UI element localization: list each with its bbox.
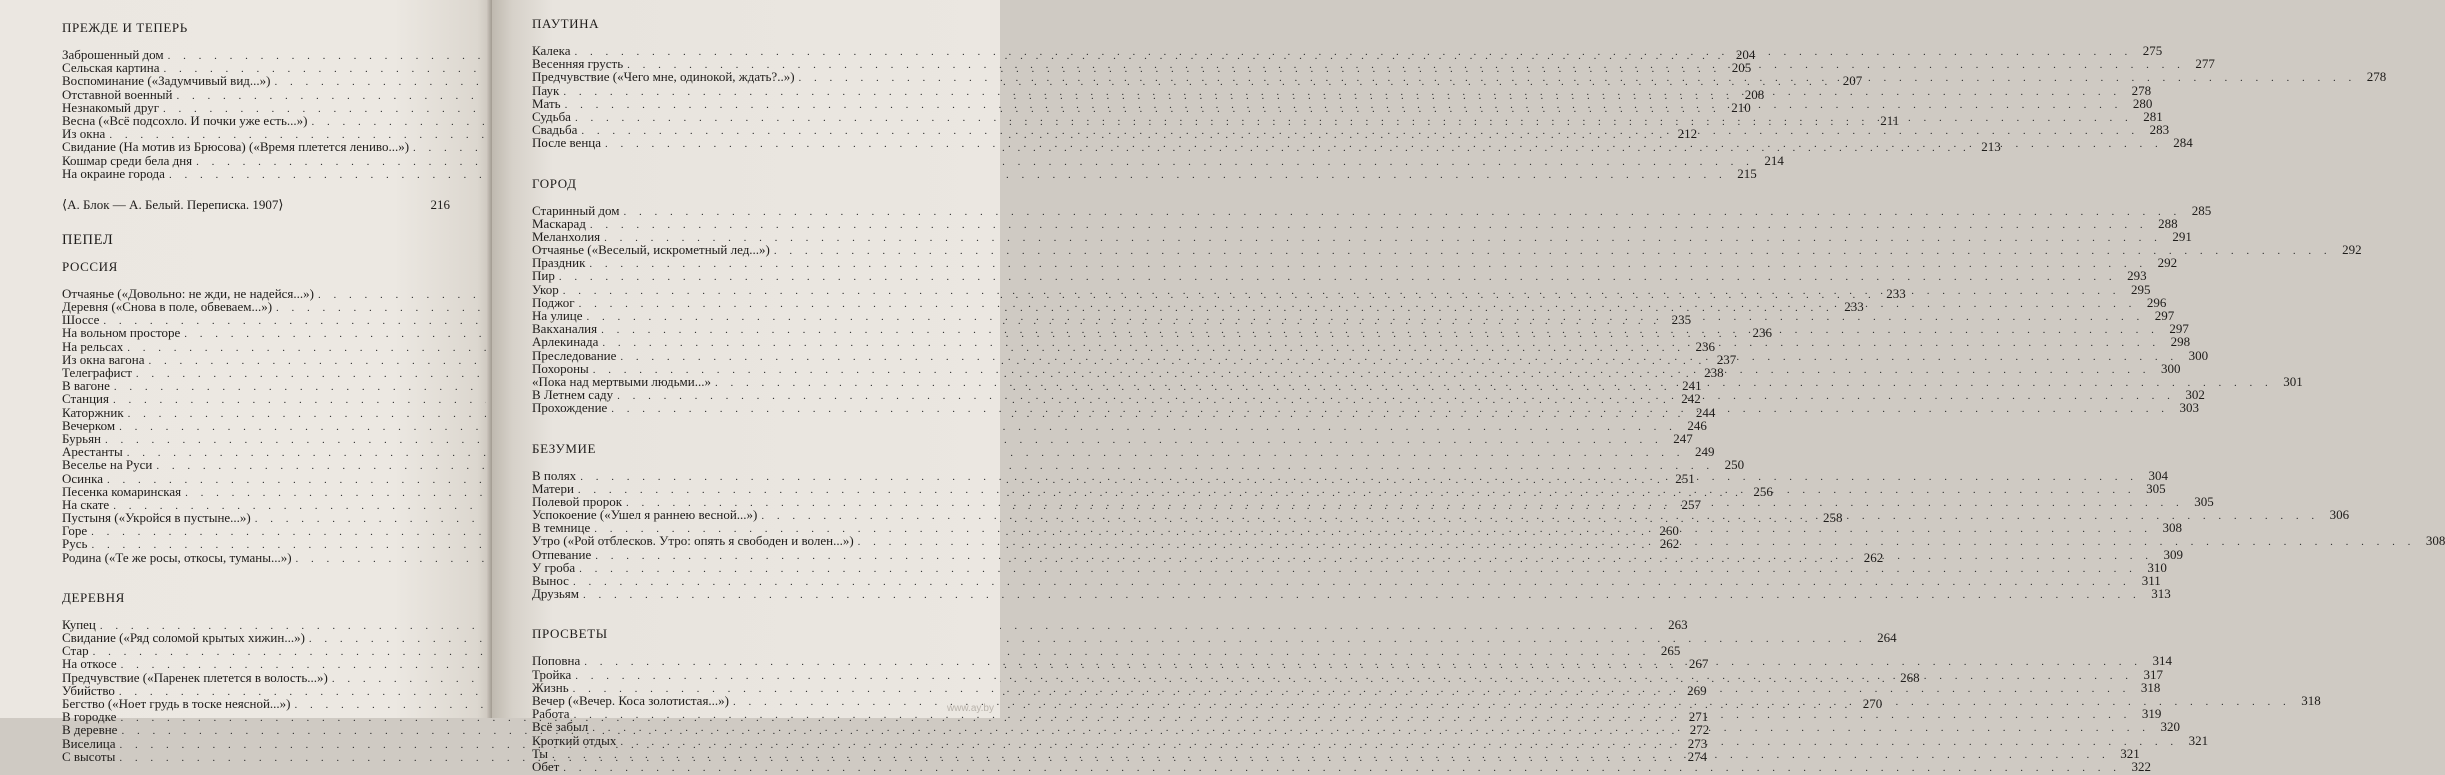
entry-page-number: 278 — [2131, 82, 2152, 98]
entry-title: Бурьян — [62, 430, 102, 446]
toc-entry — [532, 202, 2212, 218]
note-entry — [62, 198, 450, 212]
entry-title: Паук — [532, 82, 560, 98]
entry-page-number: 314 — [2152, 653, 2172, 669]
entry-page-number: 317 — [2143, 666, 2164, 682]
dot-leader — [592, 722, 2150, 738]
entry-page-number: 291 — [2172, 228, 2192, 244]
entry-page-number: 267 — [1688, 656, 1709, 672]
dot-leader — [601, 324, 2159, 341]
entry-title: «Пока над мертвыми людьми...» — [532, 373, 711, 389]
entry-title: Виселица — [62, 735, 116, 751]
entry-page-number: 263 — [1668, 616, 1688, 632]
dot-leader — [579, 563, 2137, 576]
toc-entry — [532, 586, 2171, 602]
entry-title: Русь — [62, 536, 88, 552]
entry-page-number: 258 — [1823, 510, 1843, 526]
toc-entry — [62, 643, 1681, 659]
entry-page-number: 292 — [2157, 255, 2178, 271]
section-title: ДЕРЕВНЯ — [62, 589, 125, 605]
entry-title: Судьба — [532, 108, 571, 124]
entry-title: Воспоминание («Задумчивый вид...») — [62, 73, 271, 89]
entry-title: Друзьям — [532, 586, 579, 602]
entry-title: Свидание («Ряд соломой крытых хижин...») — [62, 630, 305, 645]
entry-page-number: 304 — [2148, 467, 2168, 483]
dot-leader — [620, 351, 2178, 367]
entry-page-number: 305 — [2194, 493, 2214, 509]
entry-title: Вечерком — [62, 417, 116, 433]
entry-page-number: 260 — [1659, 523, 1679, 539]
entry-title: Всё забыл — [532, 719, 589, 735]
dot-leader — [602, 337, 2160, 350]
entry-page-number: 313 — [2151, 586, 2171, 602]
dot-leader — [624, 206, 2182, 219]
entry-page-number: 300 — [2161, 360, 2181, 376]
dot-leader — [578, 484, 2136, 497]
entry-page-number: 271 — [1688, 709, 1709, 725]
entry-page-number: 275 — [2142, 43, 2163, 58]
entry-page-number: 318 — [2301, 692, 2321, 708]
entry-title: На улице — [532, 308, 583, 323]
entry-page-number: 246 — [1687, 417, 1707, 433]
entry-page-number: 274 — [1687, 748, 1708, 764]
section-title: РОССИЯ — [62, 258, 118, 274]
dot-leader — [575, 112, 2133, 128]
entry-title: Горе — [62, 523, 88, 539]
entry-page-number: 250 — [1724, 457, 1745, 473]
entry-page-number: 277 — [2195, 56, 2215, 72]
entry-title: Пир — [532, 268, 555, 284]
entry-title: Укор — [532, 281, 559, 297]
entry-page-number: 272 — [1689, 722, 1710, 738]
entry-page-number: 210 — [1731, 99, 1751, 115]
entry-page-number: 268 — [1900, 669, 1920, 685]
dot-leader — [604, 232, 2162, 245]
dot-leader — [590, 219, 2148, 232]
entry-title: Незнакомый друг — [62, 99, 160, 115]
entry-title: Обет — [532, 758, 560, 774]
dot-leader — [715, 377, 2273, 394]
entry-page-number: 236 — [1752, 325, 1772, 341]
toc-entry — [532, 215, 2178, 231]
entry-title: Пустыня («Укройся в пустыне...») — [62, 510, 251, 526]
entry-title: На вольном просторе — [62, 325, 181, 341]
entry-page-number: 301 — [2283, 373, 2303, 389]
toc-entry — [62, 152, 1784, 168]
entry-title: Бегство («Ноет грудь в тоске неясной...») — [62, 695, 291, 711]
entry-page-number: 319 — [2141, 706, 2162, 722]
entry-title: Предчувствие («Паренек плетется в волость...») — [62, 669, 328, 685]
entry-page-number: 233 — [1844, 299, 1864, 315]
entry-page-number: 303 — [2179, 400, 2200, 416]
entry-title: В деревне — [62, 722, 118, 738]
entry-title: Матери — [532, 480, 574, 496]
dot-leader — [563, 86, 2121, 102]
entry-title: Арлекинада — [532, 334, 599, 350]
dot-leader — [552, 749, 2110, 762]
dot-leader — [587, 311, 2145, 328]
entry-title: Утро («Рой отблесков. Утро: опять я свободен и волен...») — [532, 533, 854, 549]
entry-title: Предчувствие («Чего мне, одинокой, ждать?..») — [532, 69, 795, 85]
entry-page-number: 281 — [2143, 108, 2163, 124]
entry-title: Мать — [532, 95, 561, 111]
entry-title: Поповна — [532, 653, 581, 669]
entry-page-number: 256 — [1753, 483, 1773, 499]
toc-entry — [62, 457, 1745, 473]
entry-page-number: 278 — [2366, 69, 2387, 85]
entry-page-number: 213 — [1981, 139, 2001, 155]
note-text: ⟨А. Блок — А. Белый. Переписка. 1907⟩ — [62, 196, 284, 212]
entry-page-number: 300 — [2188, 347, 2209, 363]
entry-page-number: 265 — [1660, 643, 1681, 659]
entry-title: Весенняя грусть — [532, 56, 624, 72]
entry-title: Веселье на Руси — [62, 457, 153, 473]
toc-entry — [532, 255, 2178, 271]
entry-page-number: 288 — [2158, 215, 2178, 231]
entry-page-number: 298 — [2170, 334, 2191, 350]
entry-page-number: 207 — [1842, 73, 1863, 89]
dot-leader — [581, 125, 2139, 142]
entry-page-number: 208 — [1744, 86, 1765, 102]
entry-page-number: 269 — [1687, 682, 1707, 698]
dot-leader — [559, 271, 2117, 284]
dot-leader — [573, 683, 2131, 696]
toc-entry — [532, 573, 2161, 588]
entry-title: Похороны — [532, 360, 589, 376]
entry-page-number: 238 — [1704, 365, 1724, 380]
entry-page-number: 233 — [1886, 285, 1906, 301]
entry-title: Свадьба — [532, 122, 578, 138]
entry-page-number: 211 — [1880, 112, 1900, 128]
entry-title: Преследование — [532, 347, 617, 363]
dot-leader — [580, 471, 2138, 484]
entry-title: Стар — [62, 643, 89, 659]
dot-leader — [563, 285, 2121, 301]
entry-page-number: 204 — [1735, 47, 1756, 62]
section-title: ПРОСВЕТЫ — [532, 626, 608, 642]
entry-page-number: 262 — [1863, 549, 1884, 565]
dot-leader — [579, 298, 2137, 315]
dot-leader — [584, 656, 2142, 672]
entry-title: Сельская картина — [62, 60, 160, 76]
entry-page-number: 320 — [2160, 719, 2180, 735]
dot-leader — [573, 576, 2131, 589]
entry-title: После венца — [532, 135, 602, 151]
entry-page-number: 285 — [2191, 202, 2212, 218]
entry-page-number: 297 — [2169, 321, 2189, 337]
dot-leader — [611, 403, 2169, 416]
entry-page-number: 205 — [1731, 60, 1752, 76]
entry-page-number: 308 — [2425, 533, 2445, 549]
entry-page-number: 280 — [2132, 95, 2153, 111]
dot-leader — [593, 364, 2151, 380]
entry-page-number: 283 — [2149, 122, 2170, 138]
entry-page-number: 212 — [1677, 126, 1698, 142]
entry-page-number: 262 — [1659, 536, 1680, 552]
entry-title: Деревня («Снова в поле, обвеваем...») — [62, 299, 273, 315]
entry-page-number: 321 — [2120, 745, 2140, 761]
entry-title: Станция — [62, 391, 109, 407]
entry-page-number: 236 — [1695, 338, 1716, 354]
dot-leader — [575, 46, 2133, 62]
entry-title: Арестанты — [62, 444, 123, 460]
toc-entry — [532, 559, 2167, 575]
entry-title: Успокоение («Ушел я раннею весной...») — [532, 507, 758, 523]
entry-title: Работа — [532, 706, 570, 722]
entry-page-number: 249 — [1694, 444, 1715, 460]
toc-entry — [62, 417, 1707, 433]
entry-page-number: 297 — [2154, 308, 2175, 323]
toc-entry — [62, 748, 1708, 764]
entry-page-number: 321 — [2188, 732, 2209, 748]
entry-page-number: 270 — [1862, 695, 1883, 711]
section-title: ПАУТИНА — [532, 16, 600, 31]
dot-leader — [627, 59, 2185, 76]
entry-title: Жизнь — [532, 679, 569, 695]
entry-page-number: 296 — [2146, 294, 2167, 310]
entry-title: Песенка комаринская — [62, 483, 182, 499]
watermark: www.ay.by — [946, 703, 994, 714]
dot-leader — [583, 589, 2141, 602]
dot-leader — [617, 390, 2175, 407]
section-title: ГОРОД — [532, 175, 577, 191]
entry-page-number: 322 — [2131, 758, 2152, 774]
entry-page-number: 273 — [1687, 735, 1708, 751]
entry-page-number: 284 — [2173, 135, 2193, 151]
entry-page-number: 237 — [1716, 351, 1737, 367]
section-title: БЕЗУМИЕ — [532, 440, 597, 456]
entry-page-number: 242 — [1681, 391, 1701, 407]
entry-page-number: 292 — [2342, 242, 2362, 258]
dot-leader — [563, 762, 2121, 775]
entry-page-number: 235 — [1671, 312, 1692, 328]
entry-title: В полях — [532, 467, 577, 483]
entry-title: В городке — [62, 709, 117, 725]
note-page-number: 216 — [430, 196, 450, 212]
entry-page-number: 309 — [2163, 546, 2183, 562]
entry-title: Отчаянье («Довольно: не жди, не надейся...») — [62, 285, 314, 301]
entry-title: Вынос — [532, 573, 569, 588]
entry-title: Отставной военный — [62, 86, 173, 102]
entry-title: Старинный дом — [532, 202, 620, 218]
entry-page-number: 310 — [2147, 559, 2167, 575]
entry-title: Свидание (На мотив из Брюсова) («Время плетется лениво...») — [62, 139, 410, 155]
dot-leader — [575, 670, 2133, 683]
dot-leader — [595, 550, 2153, 563]
entry-page-number: 308 — [2162, 520, 2182, 536]
entry-title: Шоссе — [62, 312, 100, 328]
entry-title: Тройка — [532, 666, 572, 682]
entry-title: Отпевание — [532, 546, 592, 562]
entry-page-number: 264 — [1877, 630, 1897, 645]
toc-entry — [532, 242, 2362, 258]
entry-title: В вагоне — [62, 378, 110, 394]
entry-title: Весна («Всё подсохло. И почки уже есть...») — [62, 112, 308, 128]
entry-page-number: 241 — [1682, 378, 1702, 394]
entry-page-number: 293 — [2127, 268, 2147, 284]
entry-title: В темнице — [532, 520, 591, 536]
part-title: ПЕПЕЛ — [62, 231, 114, 248]
entry-page-number: 295 — [2130, 281, 2151, 297]
toc-entry — [532, 268, 2147, 284]
entry-title: Из окна — [62, 126, 106, 142]
entry-page-number: 214 — [1764, 152, 1784, 168]
entry-title: Осинка — [62, 470, 103, 486]
entry-title: Кошмар среди бела дня — [62, 152, 193, 168]
entry-title: У гроба — [532, 559, 576, 575]
entry-page-number: 318 — [2140, 679, 2161, 695]
entry-title: На рельсах — [62, 338, 124, 354]
dot-leader — [761, 510, 2319, 526]
entry-title: Калека — [532, 43, 571, 58]
entry-page-number: 215 — [1737, 165, 1757, 181]
entry-title: Маскарад — [532, 215, 586, 231]
dot-leader — [565, 99, 2123, 115]
entry-page-number: 306 — [2329, 507, 2350, 523]
dot-leader — [605, 138, 2163, 155]
entry-page-number: 311 — [2141, 573, 2161, 588]
entry-title: Поджог — [532, 294, 575, 310]
entry-title: Прохождение — [532, 400, 608, 416]
entry-title: Из окна вагона — [62, 351, 145, 367]
entry-title: Отчаянье («Веселый, искрометный лед...») — [532, 242, 770, 258]
entry-title: Полевой пророк — [532, 493, 623, 509]
entry-title: Купец — [62, 616, 96, 632]
dot-leader — [589, 258, 2147, 271]
entry-title: Кроткий отдых — [532, 732, 617, 748]
entry-title: На окраине города — [62, 165, 165, 181]
entry-page-number: 244 — [1695, 404, 1716, 420]
entry-page-number: 251 — [1675, 470, 1695, 486]
entry-title: Родина («Те же росы, откосы, туманы...») — [62, 549, 292, 565]
entry-page-number: 247 — [1673, 430, 1693, 446]
entry-page-number: 305 — [2146, 480, 2166, 496]
entry-title: Меланхолия — [532, 228, 601, 244]
entry-title: Вечер («Вечер. Коса золотистая...») — [532, 692, 730, 708]
entry-title: Убийство — [62, 682, 115, 698]
entry-title: Заброшенный дом — [62, 47, 164, 62]
entry-title: В Летнем саду — [532, 387, 614, 403]
entry-title: Ты — [532, 745, 549, 761]
entry-title: Праздник — [532, 255, 586, 271]
entry-title: На откосе — [62, 656, 117, 672]
toc-entry — [62, 165, 1757, 181]
entry-title: С высоты — [62, 748, 116, 764]
dot-leader — [774, 245, 2332, 258]
entry-title: Вакханалия — [532, 321, 598, 337]
entry-title: На скате — [62, 496, 110, 512]
entry-page-number: 302 — [2185, 387, 2205, 403]
entry-title: Телеграфист — [62, 365, 132, 380]
dot-leader — [620, 736, 2178, 749]
section-title: ПРЕЖДЕ И ТЕПЕРЬ — [62, 20, 188, 35]
toc-entry — [532, 758, 2152, 774]
dot-leader — [574, 709, 2132, 725]
entry-page-number: 257 — [1681, 496, 1701, 512]
entry-title: Каторжник — [62, 404, 124, 420]
dot-leader — [626, 497, 2184, 510]
